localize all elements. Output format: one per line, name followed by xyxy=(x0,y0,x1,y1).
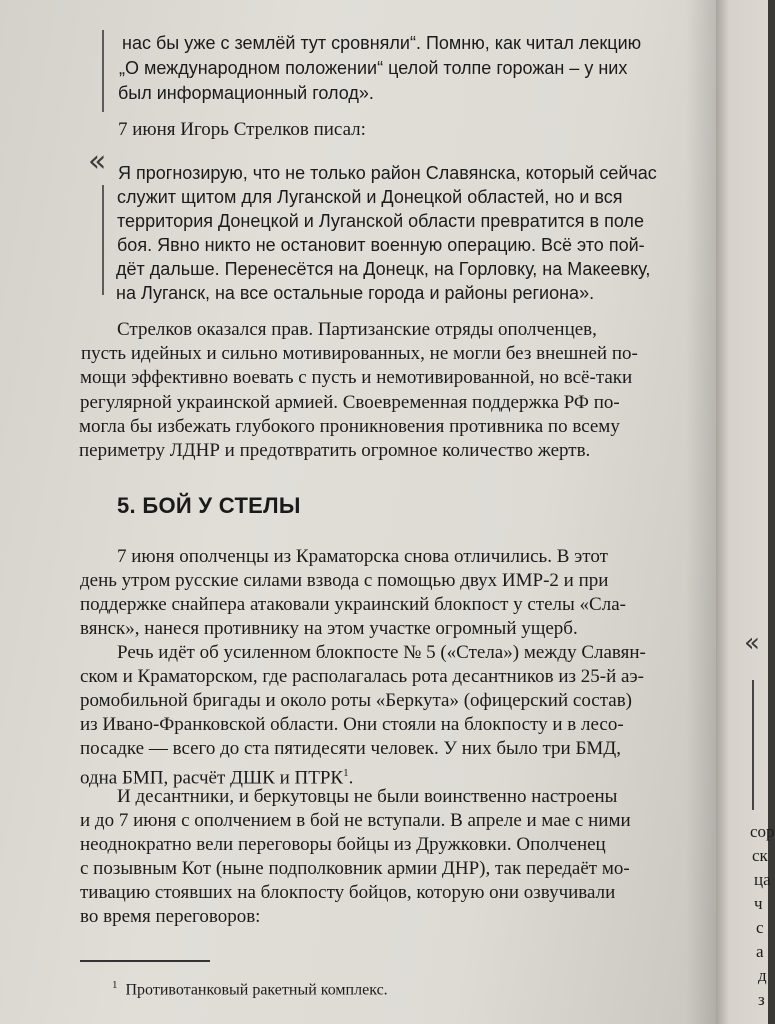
text-fragment: а xyxy=(756,942,764,961)
paragraph-line: во время переговоров: xyxy=(80,906,261,927)
paragraph-line: И десантники, и беркутовцы не были воинственно настроены xyxy=(117,786,618,807)
quote1-line: нас бы уже с землёй тут сровняли“. Помню, как читал лекцию xyxy=(122,33,642,53)
footnote-text: Противотанковый ракетный комплекс. xyxy=(125,981,388,999)
paragraph-line: тивацию стоявших на блокпосту бойцов, которую они озвучивали xyxy=(80,882,616,903)
quote-bar-top xyxy=(102,30,104,112)
paragraph-line: периметру ЛДНР и предотвратить огромное количество жертв. xyxy=(79,440,591,461)
footnote xyxy=(112,973,388,1003)
footnote-number: 1 xyxy=(112,979,118,991)
paragraph-end: . xyxy=(348,767,354,789)
paragraph-line: ском и Краматорском, где располагалась рота десантников из 25-й аэ- xyxy=(80,666,644,687)
paragraph-line: неоднократно вели переговоры бойцы из Дружковки. Ополченец xyxy=(80,834,606,855)
paragraph-line: 7 июня ополченцы из Краматорска снова отличились. В этот xyxy=(117,546,608,567)
intro-line: 7 июня Игорь Стрелков писал: xyxy=(118,119,366,140)
paragraph-line: пусть идейных и сильно мотивированных, не могли без внешней по- xyxy=(81,343,638,364)
page-gutter-shadow xyxy=(686,0,716,1024)
quote2-line: Я прогнозирую, что не только район Славянска, который сейчас xyxy=(118,163,657,183)
text-fragment: з xyxy=(758,990,765,1009)
paragraph-line: и до 7 июня с ополчением в бой не вступали. В апреле и мае с ними xyxy=(80,810,631,831)
text-fragment: ск xyxy=(752,846,768,865)
quote1-line: был информационный голод». xyxy=(118,83,374,103)
text-fragment: с xyxy=(756,918,764,937)
paragraph-text: одна БМП, расчёт ДШК и ПТРК xyxy=(80,767,344,789)
paragraph-line: из Ивано-Франковской области. Они стояли на блокпосту и в лесо- xyxy=(80,714,624,735)
adjacent-page-edge xyxy=(716,0,775,1024)
text-fragment: д xyxy=(758,966,767,985)
paragraph-line: Речь идёт об усиленном блокпосте № 5 («Стела») между Славян- xyxy=(117,642,646,663)
text-fragment: ч xyxy=(754,894,763,913)
text-fragment: ца xyxy=(754,870,771,889)
paragraph-line: ромобильной бригады и около роты «Беркута» (офицерский состав) xyxy=(80,690,632,711)
paragraph-line: вянск», нанеся противнику на этом участке огромный ущерб. xyxy=(80,618,578,639)
quote-bar xyxy=(752,680,754,810)
quote2-line: дёт дальше. Перенесётся на Донецк, на Горловку, на Макеевку, xyxy=(116,259,651,279)
paragraph-line: мощи эффективно воевать с пусть и немотивированной, но всё-таки xyxy=(80,367,633,388)
quote2-line: боя. Явно никто не остановит военную операцию. Всё это пой- xyxy=(117,235,645,255)
quote2-line: территория Донецкой и Луганской области превратится в поле xyxy=(117,211,644,231)
paragraph-line: день утром русские силами взвода с помощью двух ИМР-2 и при xyxy=(80,570,609,591)
paragraph-line: могла бы избежать глубокого проникновения противника по всему xyxy=(79,416,620,437)
section-heading: 5. БОЙ У СТЕЛЫ xyxy=(117,493,301,518)
quote1-line: „О международном положении“ целой толпе горожан – у них xyxy=(119,58,628,78)
paragraph-line: посадке — всего до ста пятидесяти человек. У них было три БМД, xyxy=(80,738,621,759)
text-fragment: сор xyxy=(750,822,775,841)
footnote-ref[interactable]: 1 xyxy=(343,767,349,779)
quote-open-mark-icon: « xyxy=(88,144,107,179)
footnote-divider xyxy=(80,960,210,962)
paragraph-line: с позывным Кот (ныне подполковник армии ДНР), так передаёт мо- xyxy=(80,858,630,879)
paragraph-line: поддержке снайпера атаковали украинский блокпост у стелы «Сла- xyxy=(80,594,626,615)
quote2-line: на Луганск, на все остальные города и районы региона». xyxy=(116,283,595,303)
quote-bar xyxy=(102,185,104,295)
quote-open-mark-icon: « xyxy=(744,628,760,658)
quote2-line: служит щитом для Луганской и Донецкой областей, но и вся xyxy=(117,187,623,207)
paragraph-line: Стрелков оказался прав. Партизанские отряды ополченцев, xyxy=(117,319,597,340)
paragraph-line: регулярной украинской армией. Своевременная поддержка РФ по- xyxy=(80,392,620,413)
